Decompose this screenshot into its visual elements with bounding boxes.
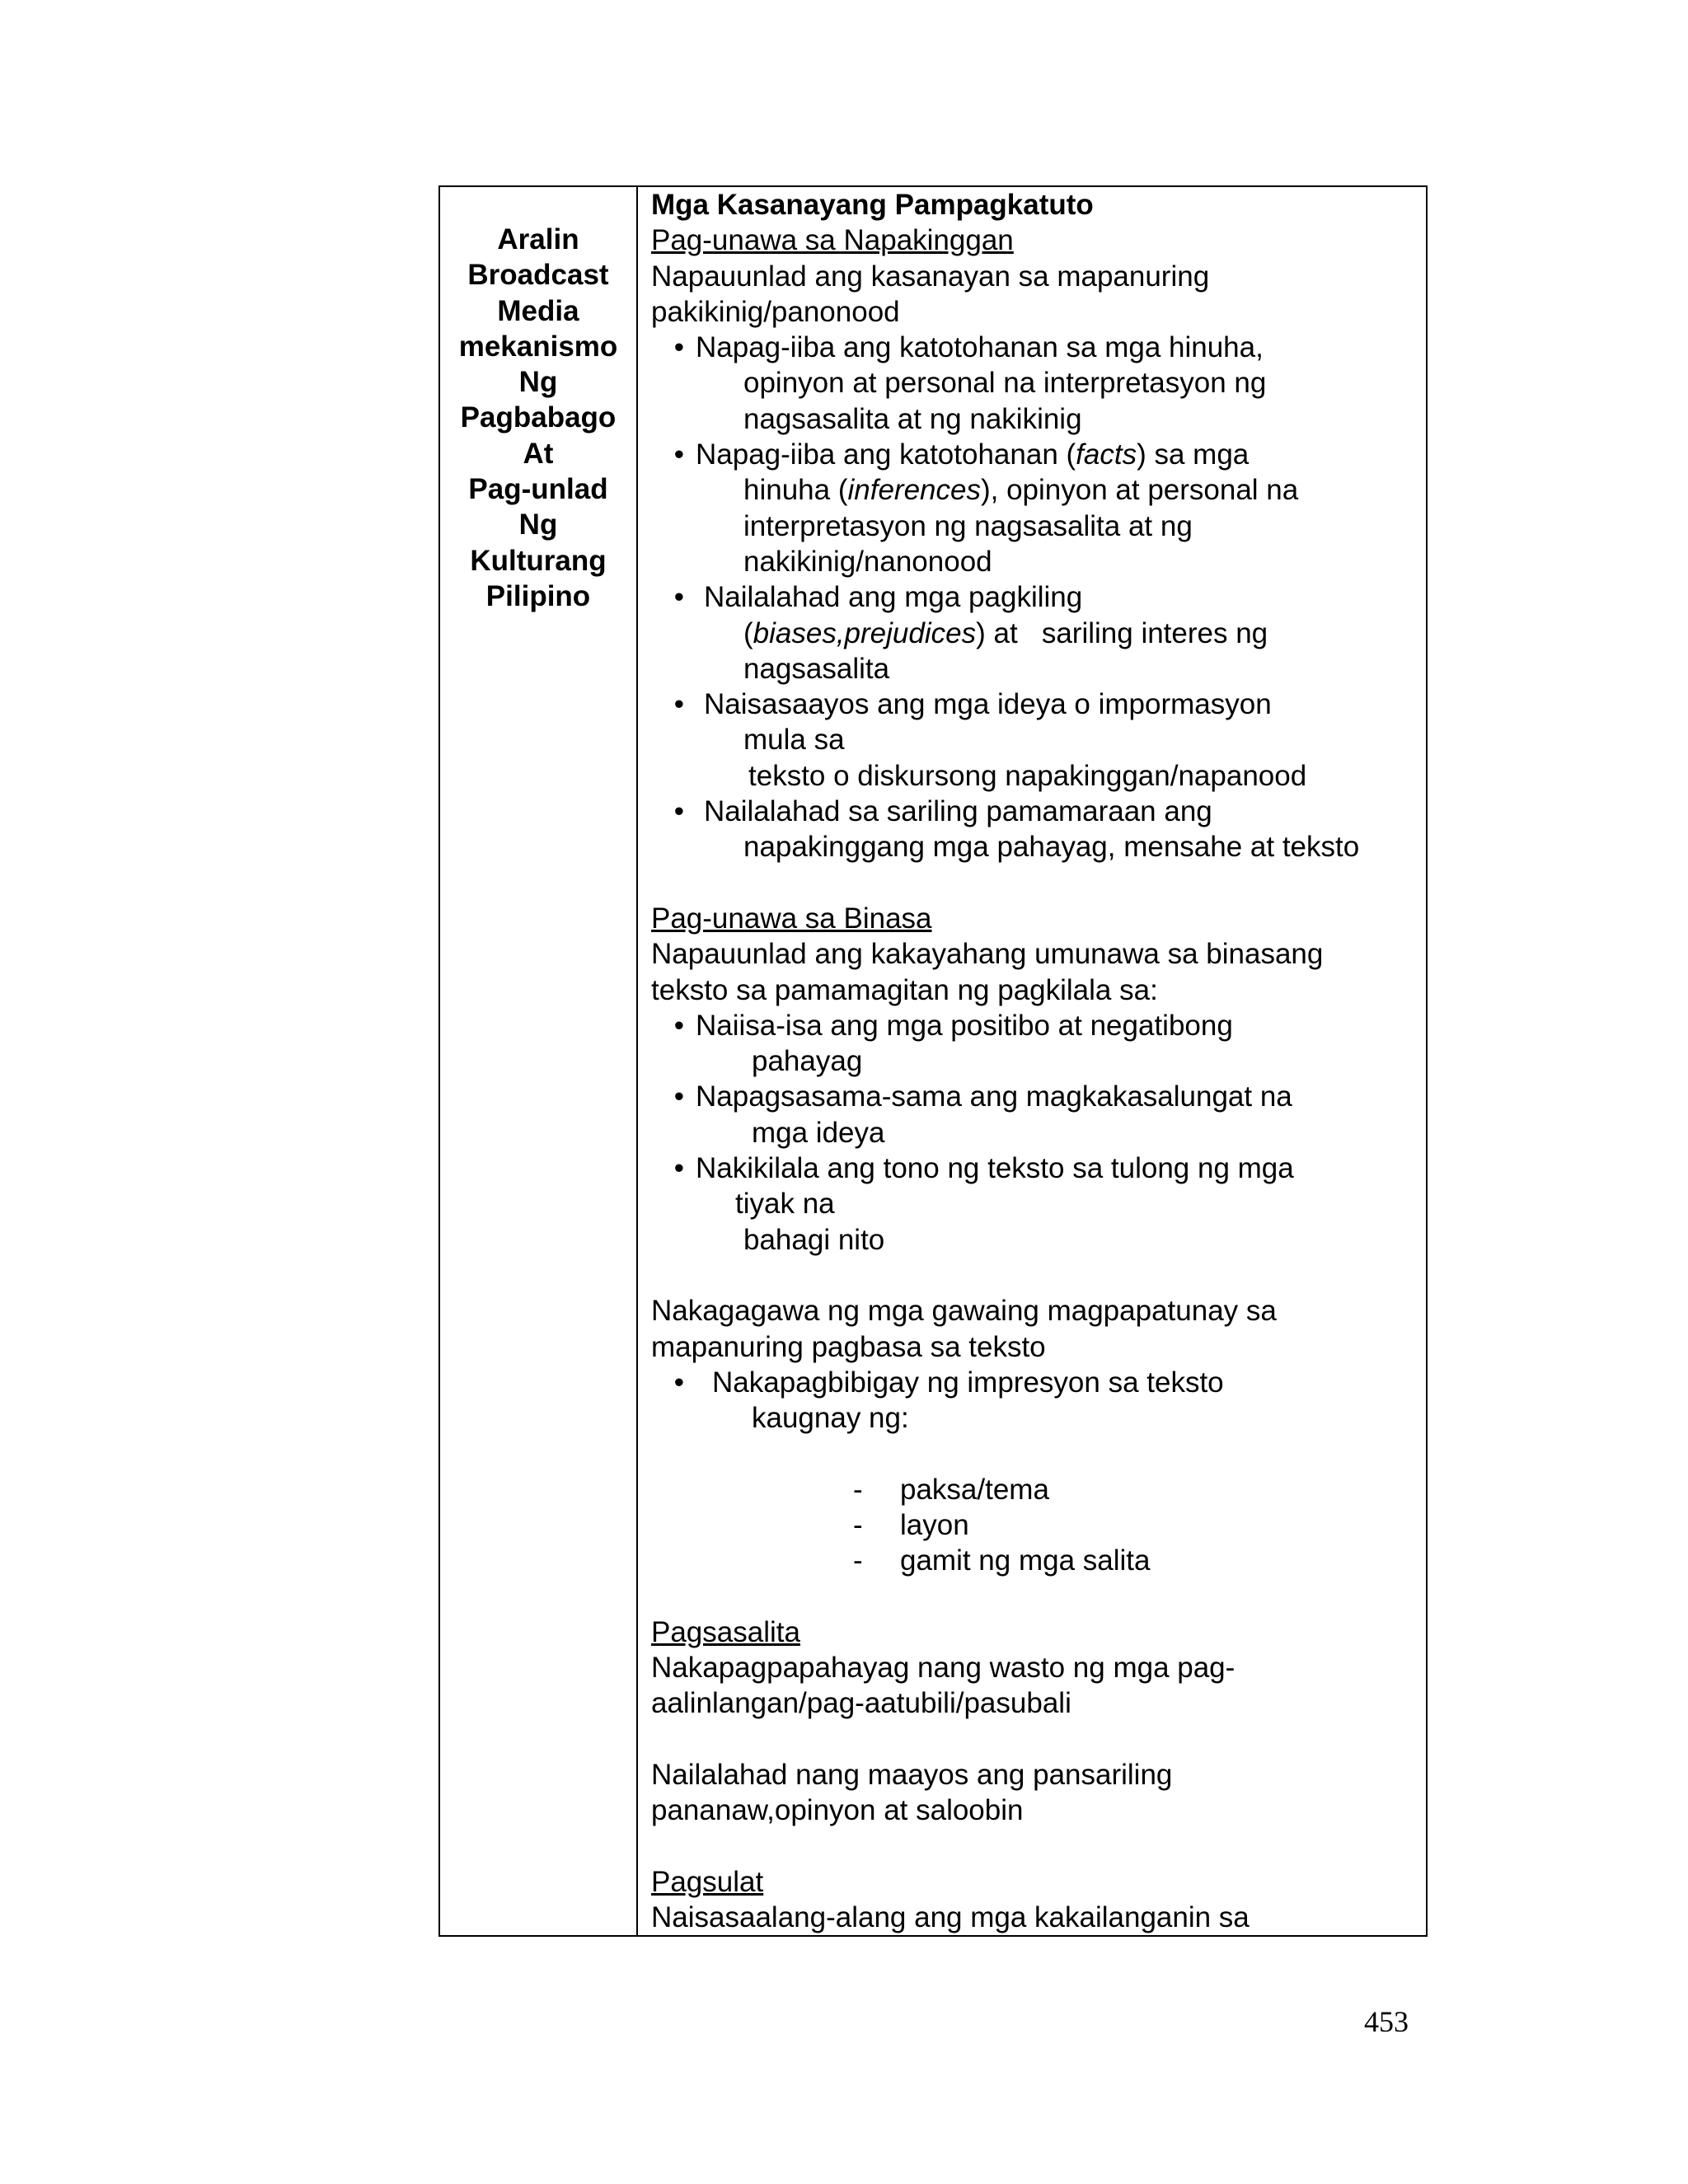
list-item [651, 437, 1426, 472]
curriculum-table [438, 185, 1428, 1937]
bullet-icon: • [673, 581, 684, 614]
dash-icon: - [853, 1473, 863, 1506]
bullet-icon: • [673, 438, 684, 471]
list-item-text: nagsasalita at ng nakikinig [743, 402, 1082, 435]
section-title-reading: Pag-unawa sa Binasa [651, 902, 932, 935]
list-item [651, 794, 1426, 829]
list-item-text: kaugnay ng: [752, 1402, 909, 1435]
list-item-text: teksto o diskursong napakinggan/napanood [748, 759, 1307, 792]
lesson-title-line: Ng [518, 366, 558, 399]
dash-list-item-text: gamit ng mga salita [900, 1544, 1151, 1577]
list-item-text: interpretasyon ng nagsasalita at ng [743, 509, 1193, 542]
list-item-text: (biases,prejudices) at sariling interes ng [743, 616, 1268, 649]
bullet-icon: • [673, 688, 684, 721]
bullet-icon: • [673, 795, 684, 828]
lesson-title-line: Pilipino [485, 579, 591, 612]
section-title-writing: Pagsulat [651, 1865, 764, 1898]
dash-icon: - [853, 1508, 863, 1541]
list-item [651, 687, 1426, 722]
dash-list-item [651, 1543, 1426, 1578]
competencies-cell [638, 187, 1426, 1935]
lesson-title-line: Kulturang [470, 544, 607, 577]
section-intro: mapanuring pagbasa sa teksto [651, 1330, 1046, 1363]
list-item-text: Nailalahad sa sariling pamamaraan ang [704, 795, 1212, 828]
list-item-text: nagsasalita [743, 652, 890, 685]
paragraph-line: aalinlangan/pag-aatubili/pasubali [651, 1687, 1071, 1720]
list-item-text: Nailalahad ang mga pagkiling [704, 581, 1083, 614]
spacer [651, 1258, 1426, 1293]
list-item [651, 1365, 1426, 1400]
list-item-text: napakinggang mga pahayag, mensahe at teksto [743, 831, 1360, 864]
bullet-icon: • [673, 1152, 684, 1185]
list-item-text: Naisasaayos ang mga ideya o impormasyon [704, 688, 1272, 721]
lesson-title-line: mekanismo [458, 330, 618, 363]
lesson-title-line: Pagbabago [460, 401, 617, 434]
page-number: 453 [1364, 2005, 1409, 2038]
spacer [651, 1436, 1426, 1471]
section-intro: Nakagagawa ng mga gawaing magpapatunay sa [651, 1295, 1277, 1328]
list-item [651, 1008, 1426, 1043]
list-item [651, 579, 1426, 615]
spacer [651, 1579, 1426, 1615]
bullet-icon: • [673, 1080, 684, 1113]
list-item [651, 1079, 1426, 1114]
list-item-text: Nakapagbibigay ng impresyon sa teksto [712, 1366, 1224, 1399]
list-item-text: Nakikilala ang tono ng teksto sa tulong ng mga [696, 1152, 1294, 1185]
competencies-heading: Mga Kasanayang Pampagkatuto [651, 189, 1094, 221]
list-item-text: pahayag [752, 1045, 863, 1078]
lesson-title-line: At [523, 437, 554, 470]
list-item-text: tiyak na [735, 1188, 835, 1221]
list-item-text: hinuha (inferences), opinyon at personal na [743, 474, 1299, 507]
list-item-text: Napag-iiba ang katotohanan (facts) sa mga [696, 438, 1250, 471]
dash-list-item-text: paksa/tema [900, 1473, 1049, 1506]
list-item-text: mula sa [743, 724, 845, 757]
paragraph-line: pananaw,opinyon at saloobin [651, 1794, 1024, 1827]
list-item [651, 1151, 1426, 1186]
lesson-title-line: Broadcast [467, 259, 609, 292]
section-intro: Napauunlad ang kakayahang umunawa sa binasang [651, 938, 1324, 971]
lesson-title-line: Media [497, 294, 579, 327]
list-item-text: bahagi nito [743, 1223, 885, 1256]
bullet-icon: • [673, 1366, 684, 1399]
dash-icon: - [853, 1544, 863, 1577]
list-item-text: Naiisa-isa ang mga positibo at negatibong [696, 1009, 1233, 1042]
section-title-listening: Pag-unawa sa Napakinggan [651, 224, 1014, 257]
list-item [651, 330, 1426, 365]
spacer [651, 1722, 1426, 1757]
section-intro: pakikinig/panonood [651, 295, 900, 328]
section-title-speaking: Pagsasalita [651, 1615, 800, 1648]
paragraph-line: Naisasaalang-alang ang mga kakailanganin sa [651, 1901, 1250, 1934]
list-item-text: Napag-iiba ang katotohanan sa mga hinuha, [696, 331, 1264, 364]
dash-list-item [651, 1507, 1426, 1543]
dash-list-item-text: layon [900, 1508, 969, 1541]
lesson-title-line: Aralin [497, 223, 579, 255]
list-item-text: Napagsasama-sama ang magkakasalungat na [696, 1080, 1292, 1113]
dash-list-item [651, 1472, 1426, 1507]
lesson-title-line: Pag-unlad [468, 473, 608, 506]
spacer [651, 865, 1426, 901]
lesson-title-cell [440, 187, 638, 1935]
paragraph-line: Nailalahad nang maayos ang pansariling [651, 1759, 1173, 1792]
lesson-title-line: Ng [518, 509, 558, 541]
paragraph-line: Nakapagpapahayag nang wasto ng mga pag- [651, 1652, 1236, 1685]
section-intro: teksto sa pamamagitan ng pagkilala sa: [651, 973, 1158, 1006]
spacer [651, 1829, 1426, 1864]
list-item-text: mga ideya [752, 1116, 885, 1149]
section-intro: Napauunlad ang kasanayan sa mapanuring [651, 260, 1210, 293]
bullet-icon: • [673, 1009, 684, 1042]
list-item-text: nakikinig/nanonood [743, 545, 992, 578]
bullet-icon: • [673, 331, 684, 364]
list-item-text: opinyon at personal na interpretasyon ng [743, 367, 1267, 400]
